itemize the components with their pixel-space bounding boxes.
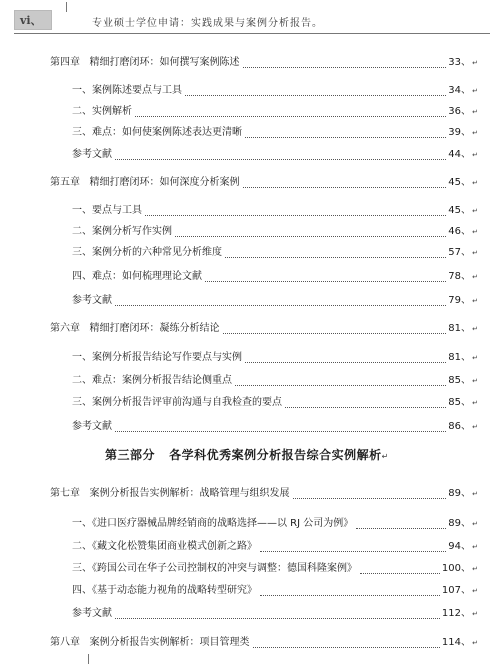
toc-entry-title: 精细打磨闭环：凝练分析结论 — [89, 323, 220, 334]
dot-leader — [260, 584, 440, 596]
paragraph-mark: ↵ — [472, 273, 478, 281]
toc-entry-title: 案例分析报告实例解析：项目管理类 — [89, 637, 250, 648]
toc-entry-label — [72, 517, 353, 531]
toc-section-entry[interactable] — [0, 584, 498, 598]
dot-leader — [245, 126, 446, 138]
paragraph-mark: ↵ — [472, 520, 478, 528]
toc-entry-label — [72, 126, 242, 140]
toc-chapter-entry[interactable] — [0, 487, 498, 501]
toc-entry-title: 精细打磨闭环：如何撰写案例陈述 — [89, 57, 240, 68]
toc-page-number: 78、 — [448, 271, 471, 282]
toc-entry-number: 二、 — [72, 541, 92, 552]
running-header: 专业硕士学位申请：实践成果与案例分析报告。 — [92, 18, 323, 29]
toc-section-entry[interactable] — [0, 225, 498, 239]
dot-leader — [243, 56, 447, 68]
toc-entry-label — [72, 351, 242, 365]
toc-chapter-entry[interactable] — [0, 56, 498, 70]
dot-leader — [253, 636, 440, 648]
toc-entry-title: 参考文献 — [72, 421, 112, 432]
paragraph-mark: ↵ — [472, 399, 478, 407]
paragraph-mark: ↵ — [472, 228, 478, 236]
toc-entry-label — [50, 56, 240, 70]
paragraph-mark: ↵ — [472, 565, 478, 573]
toc-entry-label — [72, 225, 172, 239]
toc-entry-number: 一、 — [72, 85, 92, 96]
toc-page-number: 34、 — [448, 85, 471, 96]
toc-section-entry[interactable] — [0, 126, 498, 140]
toc-page-number: 100、 — [441, 563, 471, 574]
toc-page-number: 86、 — [448, 421, 471, 432]
toc-section-entry[interactable] — [0, 84, 498, 98]
toc-section-entry[interactable] — [0, 517, 498, 531]
toc-entry-title: 要点与工具 — [92, 205, 142, 216]
dot-leader — [356, 517, 446, 529]
toc-page-number: 39、 — [448, 127, 471, 138]
toc-entry-label — [50, 636, 250, 650]
toc-section-entry[interactable] — [0, 562, 498, 576]
dot-leader — [223, 322, 447, 334]
dot-leader — [115, 607, 440, 619]
toc-entry-number: 第四章 — [50, 57, 80, 68]
paragraph-mark: ↵ — [472, 639, 478, 647]
toc-entry-number: 二、 — [72, 226, 92, 237]
paragraph-mark: ↵ — [381, 452, 389, 461]
toc-entry-title: 案例分析报告结论写作要点与实例 — [92, 352, 242, 363]
dot-leader — [245, 351, 446, 363]
toc-page-number: 114、 — [441, 637, 471, 648]
toc-entry-number: 第七章 — [50, 488, 80, 499]
paragraph-mark: ↵ — [472, 59, 478, 67]
toc-page-number: 45、 — [448, 177, 471, 188]
toc-page-number: 89、 — [448, 518, 471, 529]
toc-entry-label — [72, 270, 202, 284]
toc-entry-title: 《跨国公司在华子公司控制权的冲突与调整：德国科隆案例》 — [92, 563, 357, 574]
toc-entry-title: 参考文献 — [72, 149, 112, 160]
dot-leader — [115, 148, 446, 160]
toc-references-entry[interactable] — [0, 148, 498, 162]
toc-section-entry[interactable] — [0, 396, 498, 410]
toc-entry-number: 四、 — [72, 585, 92, 596]
toc-entry-label — [72, 607, 112, 621]
dot-leader — [235, 374, 446, 386]
toc-entry-number: 第六章 — [50, 323, 80, 334]
toc-entry-title: 难点：案例分析报告结论侧重点 — [92, 375, 232, 386]
dot-leader — [185, 84, 446, 96]
toc-section-entry[interactable] — [0, 540, 498, 554]
paragraph-mark: ↵ — [472, 179, 478, 187]
paragraph-mark: ↵ — [472, 108, 478, 116]
toc-page-number: 85、 — [448, 397, 471, 408]
toc-entry-label — [72, 396, 282, 410]
toc-entry-number: 一、 — [72, 205, 92, 216]
toc-entry-label — [72, 540, 257, 554]
toc-references-entry[interactable] — [0, 294, 498, 308]
toc-entry-label — [72, 204, 142, 218]
toc-entry-label — [72, 562, 357, 576]
toc-chapter-entry[interactable] — [0, 176, 498, 190]
toc-page-number: 36、 — [448, 106, 471, 117]
toc-entry-title: 参考文献 — [72, 295, 112, 306]
toc-entry-number: 第八章 — [50, 637, 80, 648]
toc-entry-label — [72, 84, 182, 98]
dot-leader — [260, 540, 446, 552]
toc-entry-title: 《基于动态能力视角的战略转型研究》 — [92, 585, 257, 596]
toc-entry-title: 难点：如何使案例陈述表达更清晰 — [92, 127, 242, 138]
toc-entry-title: 案例分析写作实例 — [92, 226, 172, 237]
toc-entry-label — [72, 294, 112, 308]
toc-entry-number: 一、 — [72, 518, 92, 529]
toc-entry-label — [50, 487, 290, 501]
toc-entry-label — [72, 584, 257, 598]
paragraph-mark: ↵ — [472, 377, 478, 385]
crop-mark-top — [66, 2, 67, 12]
part-heading — [105, 446, 389, 464]
toc-page-number: 33、 — [448, 57, 471, 68]
paragraph-mark: ↵ — [472, 587, 478, 595]
toc-entry-number: 三、 — [72, 563, 92, 574]
toc-entry-title: 参考文献 — [72, 608, 112, 619]
toc-section-entry[interactable] — [0, 351, 498, 365]
header-rule — [14, 33, 490, 34]
toc-page-number: 44、 — [448, 149, 471, 160]
crop-mark-bottom — [88, 654, 89, 664]
page-number-tab — [14, 10, 52, 30]
page-number: vi、 — [20, 14, 42, 27]
toc-entry-number: 三、 — [72, 247, 92, 258]
toc-entry-title: 《藏文化松赞集团商业模式创新之路》 — [92, 541, 257, 552]
dot-leader — [135, 105, 446, 117]
dot-leader — [175, 225, 446, 237]
toc-entry-number: 二、 — [72, 375, 92, 386]
toc-entry-label — [72, 105, 132, 119]
toc-page-number: 81、 — [448, 352, 471, 363]
toc-entry-number: 二、 — [72, 106, 92, 117]
toc-section-entry[interactable] — [0, 204, 498, 218]
toc-entry-title: 案例分析报告实例解析：战略管理与组织发展 — [89, 488, 290, 499]
toc-page-number: 94、 — [448, 541, 471, 552]
paragraph-mark: ↵ — [472, 610, 478, 618]
toc-entry-title: 精细打磨闭环：如何深度分析案例 — [89, 177, 240, 188]
paragraph-mark: ↵ — [472, 325, 478, 333]
dot-leader — [225, 246, 446, 258]
paragraph-mark: ↵ — [472, 151, 478, 159]
paragraph-mark: ↵ — [472, 207, 478, 215]
paragraph-mark: ↵ — [472, 87, 478, 95]
toc-chapter-entry[interactable] — [0, 322, 498, 336]
part-title: 各学科优秀案例分析报告综合实例解析 — [169, 448, 382, 462]
toc-entry-number: 三、 — [72, 127, 92, 138]
toc-entry-title: 难点：如何梳理理论文献 — [92, 271, 202, 282]
dot-leader — [285, 396, 446, 408]
toc-entry-title: 实例解析 — [92, 106, 132, 117]
toc-entry-number: 四、 — [72, 271, 92, 282]
toc-page-number: 85、 — [448, 375, 471, 386]
toc-page-number: 107、 — [441, 585, 471, 596]
toc-entry-number: 三、 — [72, 397, 92, 408]
toc-page-number: 89、 — [448, 488, 471, 499]
toc-entry-label — [50, 176, 240, 190]
toc-section-entry[interactable] — [0, 246, 498, 260]
toc-section-entry[interactable] — [0, 105, 498, 119]
toc-entry-label — [72, 246, 222, 260]
toc-entry-title: 《进口医疗器械品牌经销商的战略选择——以 RJ 公司为例》 — [92, 518, 354, 529]
toc-entry-label — [72, 420, 112, 434]
toc-page-number: 112、 — [441, 608, 471, 619]
toc-section-entry[interactable] — [0, 270, 498, 284]
dot-leader — [205, 270, 446, 282]
toc-section-entry[interactable] — [0, 374, 498, 388]
dot-leader — [145, 204, 446, 216]
toc-page-number: 46、 — [448, 226, 471, 237]
paragraph-mark: ↵ — [472, 423, 478, 431]
toc-entry-title: 案例陈述要点与工具 — [92, 85, 182, 96]
paragraph-mark: ↵ — [472, 297, 478, 305]
toc-page-number: 57、 — [448, 247, 471, 258]
toc-entry-number: 一、 — [72, 352, 92, 363]
toc-references-entry[interactable] — [0, 607, 498, 621]
paragraph-mark: ↵ — [472, 490, 478, 498]
paragraph-mark: ↵ — [472, 543, 478, 551]
dot-leader — [293, 487, 447, 499]
toc-entry-title: 案例分析报告评审前沟通与自我检查的要点 — [92, 397, 282, 408]
part-label: 第三部分 — [105, 448, 156, 462]
paragraph-mark: ↵ — [472, 354, 478, 362]
toc-entry-label — [72, 374, 232, 388]
dot-leader — [360, 562, 440, 574]
toc-page-number: 81、 — [448, 323, 471, 334]
toc-page-number: 45、 — [448, 205, 471, 216]
dot-leader — [115, 420, 446, 432]
paragraph-mark: ↵ — [472, 129, 478, 137]
toc-references-entry[interactable] — [0, 420, 498, 434]
toc-page-number: 79、 — [448, 295, 471, 306]
toc-entry-title: 案例分析的六种常见分析维度 — [92, 247, 222, 258]
paragraph-mark: ↵ — [472, 249, 478, 257]
toc-chapter-entry[interactable] — [0, 636, 498, 650]
dot-leader — [243, 176, 447, 188]
dot-leader — [115, 294, 446, 306]
toc-entry-label — [72, 148, 112, 162]
toc-entry-label — [50, 322, 220, 336]
toc-entry-number: 第五章 — [50, 177, 80, 188]
